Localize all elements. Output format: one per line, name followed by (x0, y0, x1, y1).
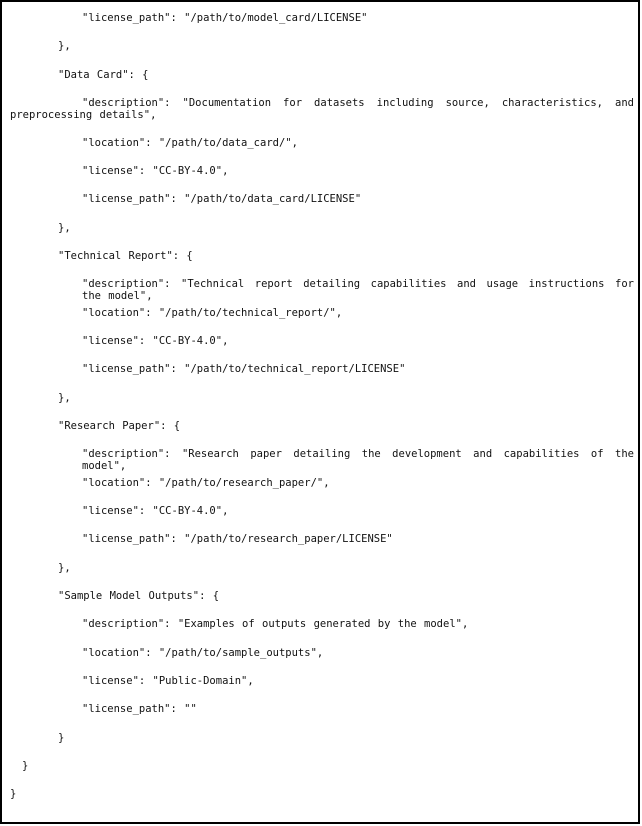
code-line: }, (58, 562, 71, 574)
code-line: "license_path": "/path/to/data_card/LICENSE" (82, 193, 362, 205)
code-line: "description": "Documentation for datasets including source, characteristics, and preprocessing details", (10, 97, 642, 121)
code-line: "Sample Model Outputs": { (58, 590, 220, 602)
code-line: "Research Paper": { (58, 420, 181, 432)
code-line: "description": "Technical report detailing capabilities and usage instructions for the model", (82, 278, 642, 302)
code-line: } (22, 760, 29, 772)
code-line: "location": "/path/to/data_card/", (82, 137, 298, 149)
code-line: "license_path": "/path/to/research_paper/LICENSE" (82, 533, 393, 545)
code-line: "license_path": "/path/to/technical_report/LICENSE" (82, 363, 406, 375)
code-line: "location": "/path/to/technical_report/", (82, 307, 343, 319)
code-line: "description": "Examples of outputs generated by the model", (82, 618, 469, 630)
code-line: "license": "CC-BY-4.0", (82, 335, 229, 347)
code-line: }, (58, 222, 71, 234)
code-line: "Data Card": { (58, 69, 149, 81)
code-line: "license_path": "/path/to/model_card/LICENSE" (82, 12, 368, 24)
code-line: "Technical Report": { (58, 250, 193, 262)
code-block (2, 2, 642, 826)
code-line: } (10, 788, 17, 800)
code-line: "license": "Public-Domain", (82, 675, 254, 687)
code-line: }, (58, 40, 71, 52)
code-line: "location": "/path/to/sample_outputs", (82, 647, 324, 659)
code-line: } (58, 732, 65, 744)
code-line: "license_path": "" (82, 703, 197, 715)
code-line: "location": "/path/to/research_paper/", (82, 477, 330, 489)
code-line: }, (58, 392, 71, 404)
code-line: "license": "CC-BY-4.0", (82, 165, 229, 177)
code-line: "license": "CC-BY-4.0", (82, 505, 229, 517)
code-line: "description": "Research paper detailing the development and capabilities of the model", (82, 448, 642, 472)
